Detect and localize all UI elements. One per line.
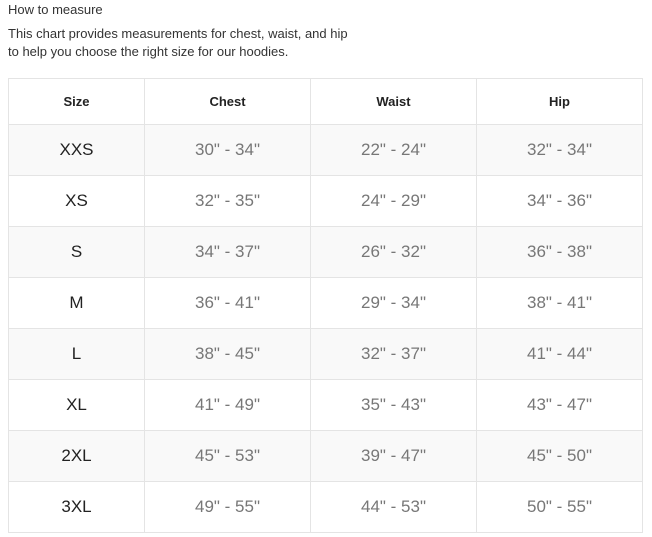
size-chart-table <box>8 78 643 533</box>
waist-cell: 35" - 43" <box>311 380 477 431</box>
size-cell: XXS <box>9 125 145 176</box>
chest-cell: 36" - 41" <box>145 278 311 329</box>
waist-cell: 32" - 37" <box>311 329 477 380</box>
hip-cell: 45" - 50" <box>477 431 643 482</box>
size-cell: 2XL <box>9 431 145 482</box>
size-cell: XL <box>9 380 145 431</box>
column-header-chest: Chest <box>145 79 311 125</box>
chest-cell: 32" - 35" <box>145 176 311 227</box>
description-line-1: This chart provides measurements for chest, waist, and hip <box>8 26 348 41</box>
chest-cell: 45" - 53" <box>145 431 311 482</box>
table-row <box>9 278 643 329</box>
hip-cell: 32" - 34" <box>477 125 643 176</box>
hip-cell: 50" - 55" <box>477 482 643 533</box>
table-row <box>9 431 643 482</box>
waist-cell: 26" - 32" <box>311 227 477 278</box>
column-header-hip: Hip <box>477 79 643 125</box>
table-row <box>9 176 643 227</box>
hip-cell: 34" - 36" <box>477 176 643 227</box>
chest-cell: 34" - 37" <box>145 227 311 278</box>
chest-cell: 41" - 49" <box>145 380 311 431</box>
hip-cell: 43" - 47" <box>477 380 643 431</box>
column-header-waist: Waist <box>311 79 477 125</box>
waist-cell: 24" - 29" <box>311 176 477 227</box>
size-cell: XS <box>9 176 145 227</box>
page-title: How to measure <box>8 2 103 17</box>
size-cell: S <box>9 227 145 278</box>
chest-cell: 38" - 45" <box>145 329 311 380</box>
table-row <box>9 380 643 431</box>
table-row <box>9 125 643 176</box>
hip-cell: 36" - 38" <box>477 227 643 278</box>
size-cell: M <box>9 278 145 329</box>
waist-cell: 39" - 47" <box>311 431 477 482</box>
waist-cell: 44" - 53" <box>311 482 477 533</box>
table-row <box>9 482 643 533</box>
hip-cell: 41" - 44" <box>477 329 643 380</box>
size-chart-description <box>8 25 368 61</box>
chest-cell: 49" - 55" <box>145 482 311 533</box>
hip-cell: 38" - 41" <box>477 278 643 329</box>
size-cell: L <box>9 329 145 380</box>
description-line-2: to help you choose the right size for our hoodies. <box>8 44 289 59</box>
waist-cell: 22" - 24" <box>311 125 477 176</box>
table-row <box>9 329 643 380</box>
size-cell: 3XL <box>9 482 145 533</box>
waist-cell: 29" - 34" <box>311 278 477 329</box>
chest-cell: 30" - 34" <box>145 125 311 176</box>
column-header-size: Size <box>9 79 145 125</box>
table-row <box>9 227 643 278</box>
table-header-row <box>9 79 643 125</box>
